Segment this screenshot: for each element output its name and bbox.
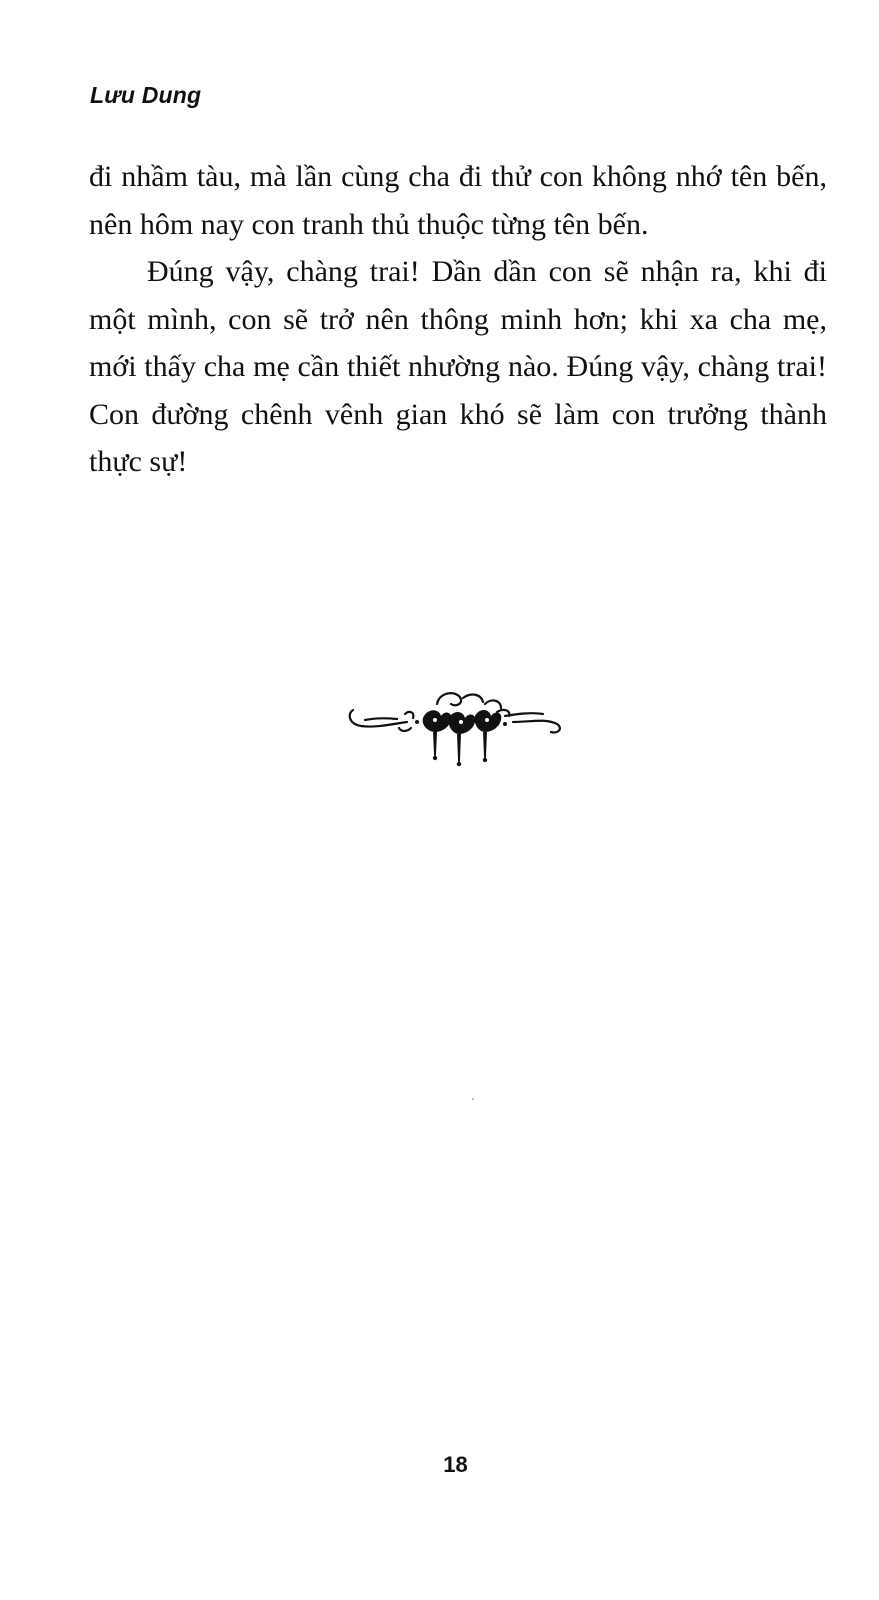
print-speck (472, 1098, 474, 1100)
page-number: 18 (443, 1452, 468, 1477)
paragraph-1: đi nhầm tàu, mà lần cùng cha đi thử con không nhớ tên bến, nên hôm nay con tranh thủ thuộc từng tên bến. (89, 160, 827, 241)
paragraph-2: Đúng vậy, chàng trai! Dần dần con sẽ nhận ra, khi đi một mình, con sẽ trở nên thông minh hơn; khi xa cha mẹ, mới thấy cha mẹ cần thiết nhường nào. Đúng vậy, chàng trai! Con đường chênh vênh gian khó sẽ làm con trưởng thành thực sự! (89, 255, 827, 478)
body-text (89, 153, 827, 486)
running-head-author: Lưu Dung (90, 82, 202, 108)
floral-flourish-icon (345, 688, 567, 768)
